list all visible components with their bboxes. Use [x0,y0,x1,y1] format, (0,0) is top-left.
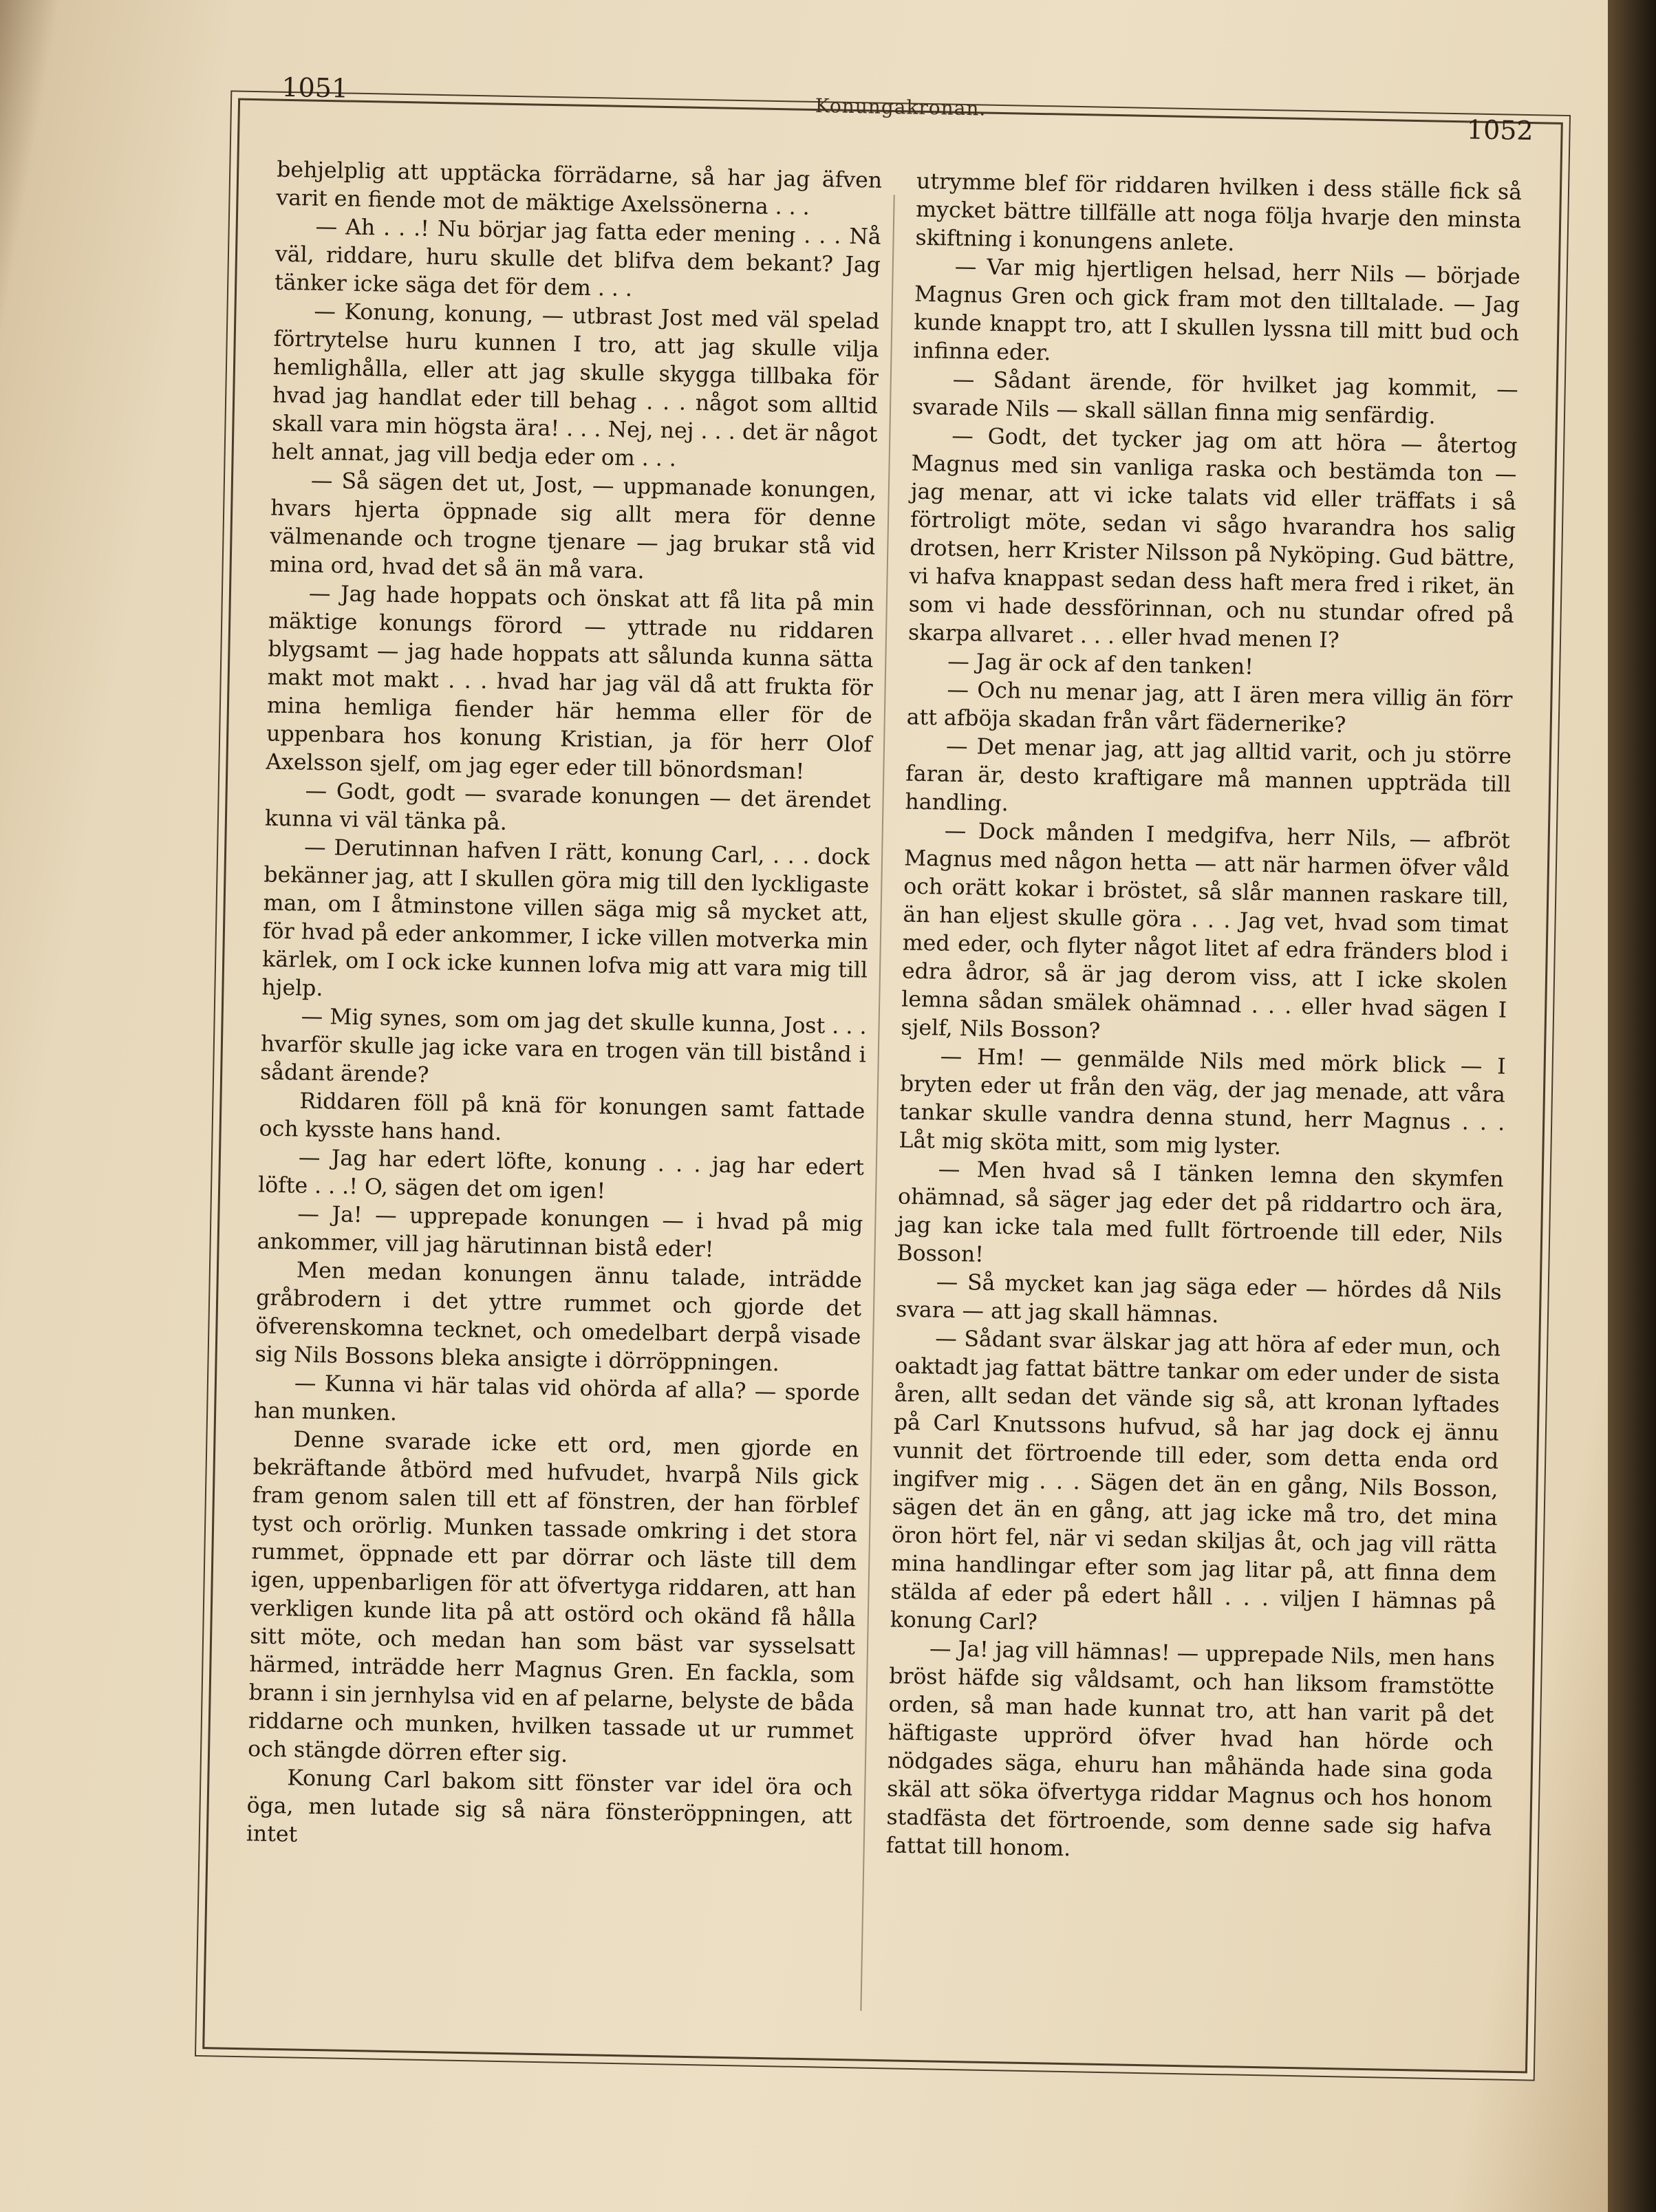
paragraph: — Godt, det tycker jag om att höra — återtog Magnus med sin vanliga raska och bestämda ton — jag menar, att vi icke talats vid eller träffats i så förtroligt möte, sedan vi sågo hvarandra hos salig drotsen, herr Krister Nilsson på Nyköping. Gud bättre, vi hafva knappast sedan dess haft mera fred i riket, än som vi hade dessförinnan, och nu stundar ofred på skarpa allvaret . . . eller hvad menen I? [907,423,1518,654]
left-page-number: 1051 [281,72,349,104]
page-frame [202,72,1563,2074]
paragraph: — Ja! jag vill hämnas! — upprepade Nils, men hans bröst häfde sig våldsamt, och han liksom framstötte orden, så man hade kunnat tro, att han varit på det häftigaste upprörd öfver hvad han hörde och nödgades säga, ehuru han måhända hade sina goda skäl att söka öfvertyga riddar Magnus och hos honom stadfästa det förtroende, som denne sade sig hafva fattat till honom. [885,1636,1496,1862]
paragraph: — Men hvad så I tänken lemna den skymfen ohämnad, så säger jag eder det på riddartro och ära, jag kan icke tala med fullt förtroende till eder, Nils Bosson! [896,1157,1504,1267]
running-head [240,72,1561,147]
paragraph: — Så mycket kan jag säga eder — hördes då Nils svara — att jag skall hämnas. [895,1269,1502,1329]
paragraph: — Hm! — genmälde Nils med mörk blick — I bryten eder ut från den väg, der jag menade, att våra tankar skulle vandra denna stund, herr Magnus . . . Låt mig sköta mitt, som mig lyster. [899,1044,1506,1160]
paragraph: — Det menar jag, att jag alltid varit, och ju större faran är, desto kraftigare må mannen uppträda till handling. [905,733,1512,817]
paragraph: — Sådant svar älskar jag att höra af eder mun, och oaktadt jag fattat bättre tankar om eder under de sista åren, allt sedan det vände sig så, att kronan lyftades på Carl Knutssons hufvud, så har jag dock ej ännu vunnit det förtroende till eder, som detta enda ord ingifver mig . . . Sägen det än en gång, Nils Bosson, sägen det än en gång, att jag icke må tro, det mina öron hört fel, när vi sedan skiljas åt, och jag vill rätta mina handlingar efter som jag litar på, att finna dem stälda af eder på edert håll . . . viljen I hämnas på konung Carl? [890,1326,1501,1635]
paragraph: — Sådant ärende, för hvilket jag kommit, — svarade Nils — skall sällan finna mig senfärdig. [912,367,1519,429]
paragraph: behjelplig att upptäcka förrädarne, så har jag äfven varit en fiende mot de mäktige Axelssönerna . . . [276,157,883,220]
paragraph: Denne svarade icke ett ord, men gjorde en bekräftande åtbörd med hufvudet, hvarpå Nils gick fram genom salen till ett af fönstren, der han förblef tyst och orörlig. Munken tassade omkring i det stora rummet, öppnade ett par dörrar och läste till dem igen, uppenbarligen för att öfvertyga riddaren, att han verkligen kunde lita på att ostörd och okänd få hålla sitt möte, och medan han som bäst var sysselsatt härmed, inträdde herr Magnus Gren. En fackla, som brann i sin jernhylsa vid en af pelarne, belyste de båda riddarne och munken, hvilken tassade ut ur rummet och stängde dörren efter sig. [247,1427,859,1768]
paragraph: — Derutinnan hafven I rätt, konung Carl, . . . dock bekänner jag, att I skullen göra mig till den lyckligaste man, om I åtminstone villen säga mig så mycket att, för hvad på eder ankommer, I icke villen motverka min kärlek, om I ock icke kunnen lofva mig att vara mig till hjelp. [261,835,870,1002]
paragraph: Riddaren föll på knä för konungen samt fattade och kysste hans hand. [259,1088,865,1146]
paragraph: — Och nu menar jag, att I ären mera villig än förr att afböja skadan från vårt fädernerike? [906,677,1513,738]
paragraph: — Jag är ock af den tanken! [947,649,1254,680]
right-column [885,168,1522,1871]
paragraph: — Kunna vi här talas vid ohörda af alla? — sporde han munken. [253,1371,861,1426]
paragraph: — Så sägen det ut, Jost, — uppmanade konungen, hvars hjerta öppnade sig allt mera för denne välmenande och trogne tjenare — jag brukar stå vid mina ord, hvad det så än må vara. [269,468,877,584]
paragraph: — Dock månden I medgifva, herr Nils, — afbröt Magnus med någon hetta — att när harmen öfver våld och orätt kokar i bröstet, så slår mannen raskare till, än han eljest skulle göra . . . Jag vet, hvad som timat med eder, och flyter något litet af edra fränders blod i edra ådror, så är jag derom viss, att I icke skolen lemna sådan smälek ohämnad . . . eller hvad sägen I sjelf, Nils Bosson? [901,818,1510,1044]
paragraph: — Ah . . .! Nu börjar jag fatta eder mening . . . Nå väl, riddare, huru skulle det blifva dem bekant? Jag tänker icke säga det för dem . . . [274,214,881,302]
paragraph: — Mig synes, som om jag det skulle kunna, Jost . . . hvarför skulle jag icke vara en trogen vän till bistånd i sådant ärende? [259,1004,867,1088]
paragraph: — Godt, godt — svarade konungen — det ärendet kunna vi väl tänka på. [264,778,871,835]
paragraph: — Ja! — upprepade konungen — i hvad på mig ankommer, vill jag härutinnan bistå eder! [257,1201,863,1263]
paragraph: — Konung, konung, — utbrast Jost med väl spelad förtrytelse huru kunnen I tro, att jag skulle vilja hemlighålla, eller att jag skulle skygga tillbaka för hvad jag handlat eder till behag . . . något som alltid skall vara min högsta ära! . . . Nej, nej . . . det är något helt annat, jag vill bedja eder om . . . [271,299,880,472]
left-column [246,156,883,1860]
paragraph: Konung Carl bakom sitt fönster var idel öra och öga, men lutade sig så nära fönsteröppningen, att intet [246,1765,853,1847]
paragraph: — Jag hade hoppats och önskat att få lita på min mäktige konungs förord — yttrade nu riddaren blygsamt — jag hade hoppats att sålunda kunna sätta makt mot makt . . . hvad har jag väl då att frukta för mina hemliga fiender här hemma eller för de uppenbara hos konung Kristian, ja för herr Olof Axelsson sjelf, om jag eger eder till bönordsman! [266,581,875,784]
paragraph: utrymme blef för riddaren hvilken i dess ställe fick så mycket bättre tillfälle att noga följa hvarje den minsta skiftning i konungens anlete. [915,169,1523,257]
paragraph: — Jag har edert löfte, konung . . . jag har edert löfte . . .! O, sägen det om igen! [257,1145,865,1204]
book-spine [1608,0,1656,2212]
right-page-number: 1052 [1466,114,1534,147]
running-title: Konungakronan. [815,94,987,120]
paragraph: Men medan konungen ännu talade, inträdde gråbrodern i det yttre rummet och gjorde det öfverenskomna tecknet, och omedelbart derpå visade sig Nils Bossons bleka ansigte i dörröppningen. [255,1258,863,1377]
paragraph: — Var mig hjertligen helsad, herr Nils — började Magnus Gren och gick fram mot den tilltalade. — Jag kunde knappt tro, att I skullen lyssna till mitt bud och infinna eder. [913,254,1521,366]
